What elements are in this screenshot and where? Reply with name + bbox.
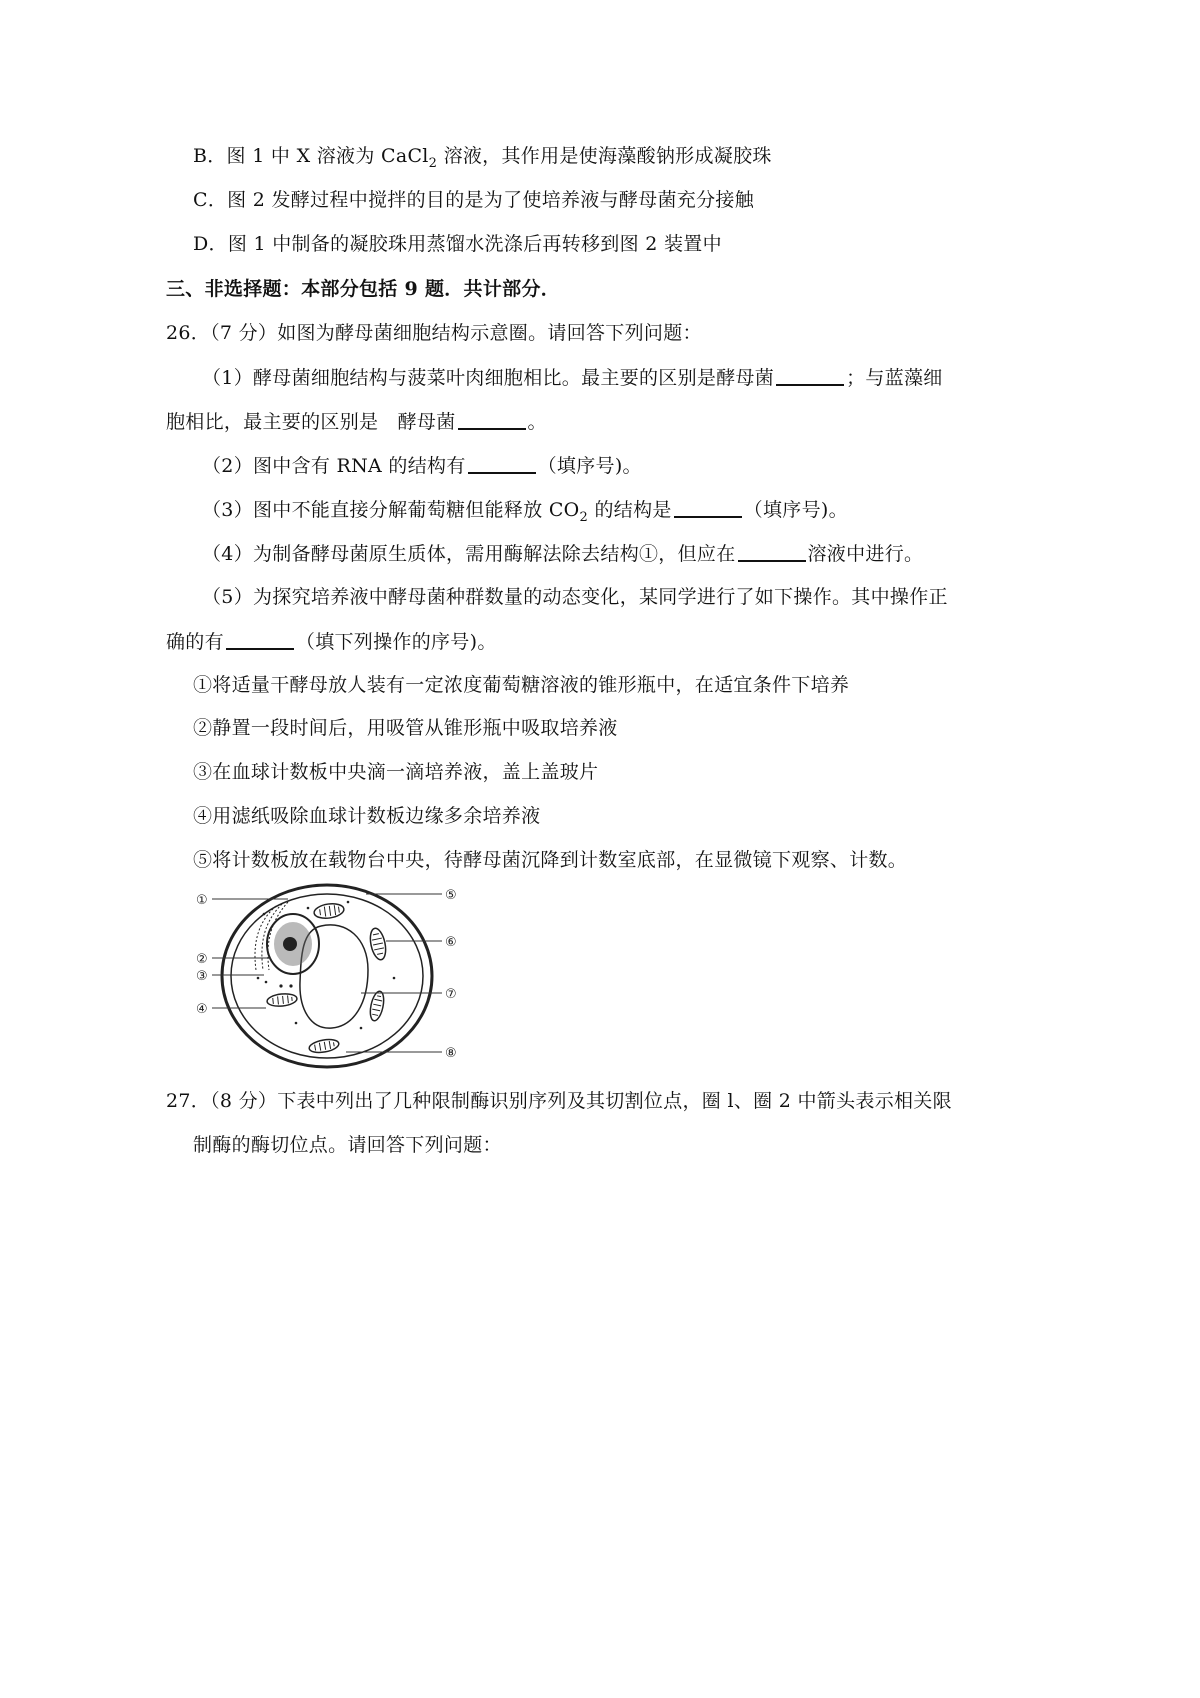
q26-part2-text: （2）图中含有 RNA 的结构有 [202, 455, 466, 477]
option-c: C．图 2 发酵过程中搅拌的目的是为了使培养液与酵母菌充分接触 [193, 189, 755, 211]
diagram-label-3: ③ [196, 969, 208, 984]
mitochondrion [308, 1037, 340, 1054]
q26-part1-line2-text: 胞相比，最主要的区别是 酵母菌 [166, 411, 456, 433]
q26-step: ⑤将计数板放在载物台中央，待酵母菌沉降到计数室底部，在显微镜下观察、计数。 [193, 849, 908, 871]
q26-part1-line2-end: 。 [527, 411, 547, 433]
option-b-text-end: 溶液，其作用是使海藻酸钠形成凝胶珠 [437, 145, 772, 167]
mitochondrion [266, 992, 297, 1007]
q26-step: ②静置一段时间后，用吸管从锥形瓶中吸取培养液 [193, 717, 618, 739]
q26-part3-text-mid: 的结构是 [588, 499, 672, 521]
q26-step: ③在血球计数板中央滴一滴培养液，盖上盖玻片 [193, 761, 599, 783]
answer-blank [468, 452, 536, 474]
q27-stem-line2: 制酶的酶切位点。请回答下列问题： [193, 1134, 502, 1156]
mitochondrion [368, 990, 386, 1022]
q27-stem-line1: 27．（8 分）下表中列出了几种限制酶识别序列及其切割位点，圈 l、圈 2 中箭头表示相关限 [166, 1090, 952, 1112]
q26-part5-line2 [166, 628, 497, 655]
mitochondrion [313, 902, 345, 920]
diagram-label-5: ⑤ [445, 888, 457, 903]
q26-part4 [202, 540, 923, 567]
option-b [193, 143, 772, 169]
q26-part3 [202, 496, 848, 523]
answer-blank [674, 496, 742, 518]
q26-part1-line1 [202, 364, 943, 391]
answer-blank [226, 628, 294, 650]
q26-part5-line2-end: （填下列操作的序号)。 [295, 631, 497, 653]
diagram-label-8: ⑧ [445, 1046, 457, 1061]
diagram-label-4: ④ [196, 1002, 208, 1017]
q26-part4-text: （4）为制备酵母菌原生质体，需用酶解法除去结构①，但应在 [202, 543, 736, 565]
option-b-text: B．图 1 中 X 溶液为 CaCl [193, 145, 429, 167]
mitochondrion [368, 927, 388, 961]
q26-part2-text-end: （填序号)。 [537, 455, 642, 477]
q26-step: ④用滤纸吸除血球计数板边缘多余培养液 [193, 805, 541, 827]
diagram-label-7: ⑦ [445, 987, 457, 1002]
nucleus [267, 914, 319, 974]
option-d: D．图 1 中制备的凝胶珠用蒸馏水洗涤后再转移到图 2 装置中 [193, 233, 722, 255]
subscript: 2 [579, 509, 589, 525]
yeast-cell-diagram [196, 878, 476, 1074]
q26-stem: 26．（7 分）如图为酵母菌细胞结构示意圈。请回答下列问题： [166, 322, 702, 344]
subscript: 2 [428, 155, 438, 171]
q26-part5-line2-text: 确的有 [166, 631, 224, 653]
q26-part3-text: （3）图中不能直接分解葡萄糖但能释放 CO [202, 499, 580, 521]
q26-part1-line2 [166, 408, 547, 435]
q26-part1-text-end: ；与蓝藻细 [846, 367, 943, 389]
q26-part3-text-end: （填序号)。 [743, 499, 848, 521]
diagram-label-1: ① [196, 893, 208, 908]
q26-part2 [202, 452, 642, 479]
section-heading: 三、非选择题：本部分包括 9 题．共计部分． [166, 278, 561, 300]
answer-blank [458, 408, 526, 430]
answer-blank [776, 364, 844, 386]
q26-part5-line1: （5）为探究培养液中酵母菌种群数量的动态变化，某同学进行了如下操作。其中操作正 [202, 586, 948, 608]
q26-part4-text-end: 溶液中进行。 [807, 543, 924, 565]
answer-blank [738, 540, 806, 562]
q26-step: ①将适量干酵母放人装有一定浓度葡萄糖溶液的锥形瓶中，在适宜条件下培养 [193, 674, 850, 696]
q26-part1-text: （1）酵母菌细胞结构与菠菜叶肉细胞相比。最主要的区别是酵母菌 [202, 367, 775, 389]
diagram-label-6: ⑥ [445, 935, 457, 950]
diagram-label-2: ② [196, 952, 208, 967]
